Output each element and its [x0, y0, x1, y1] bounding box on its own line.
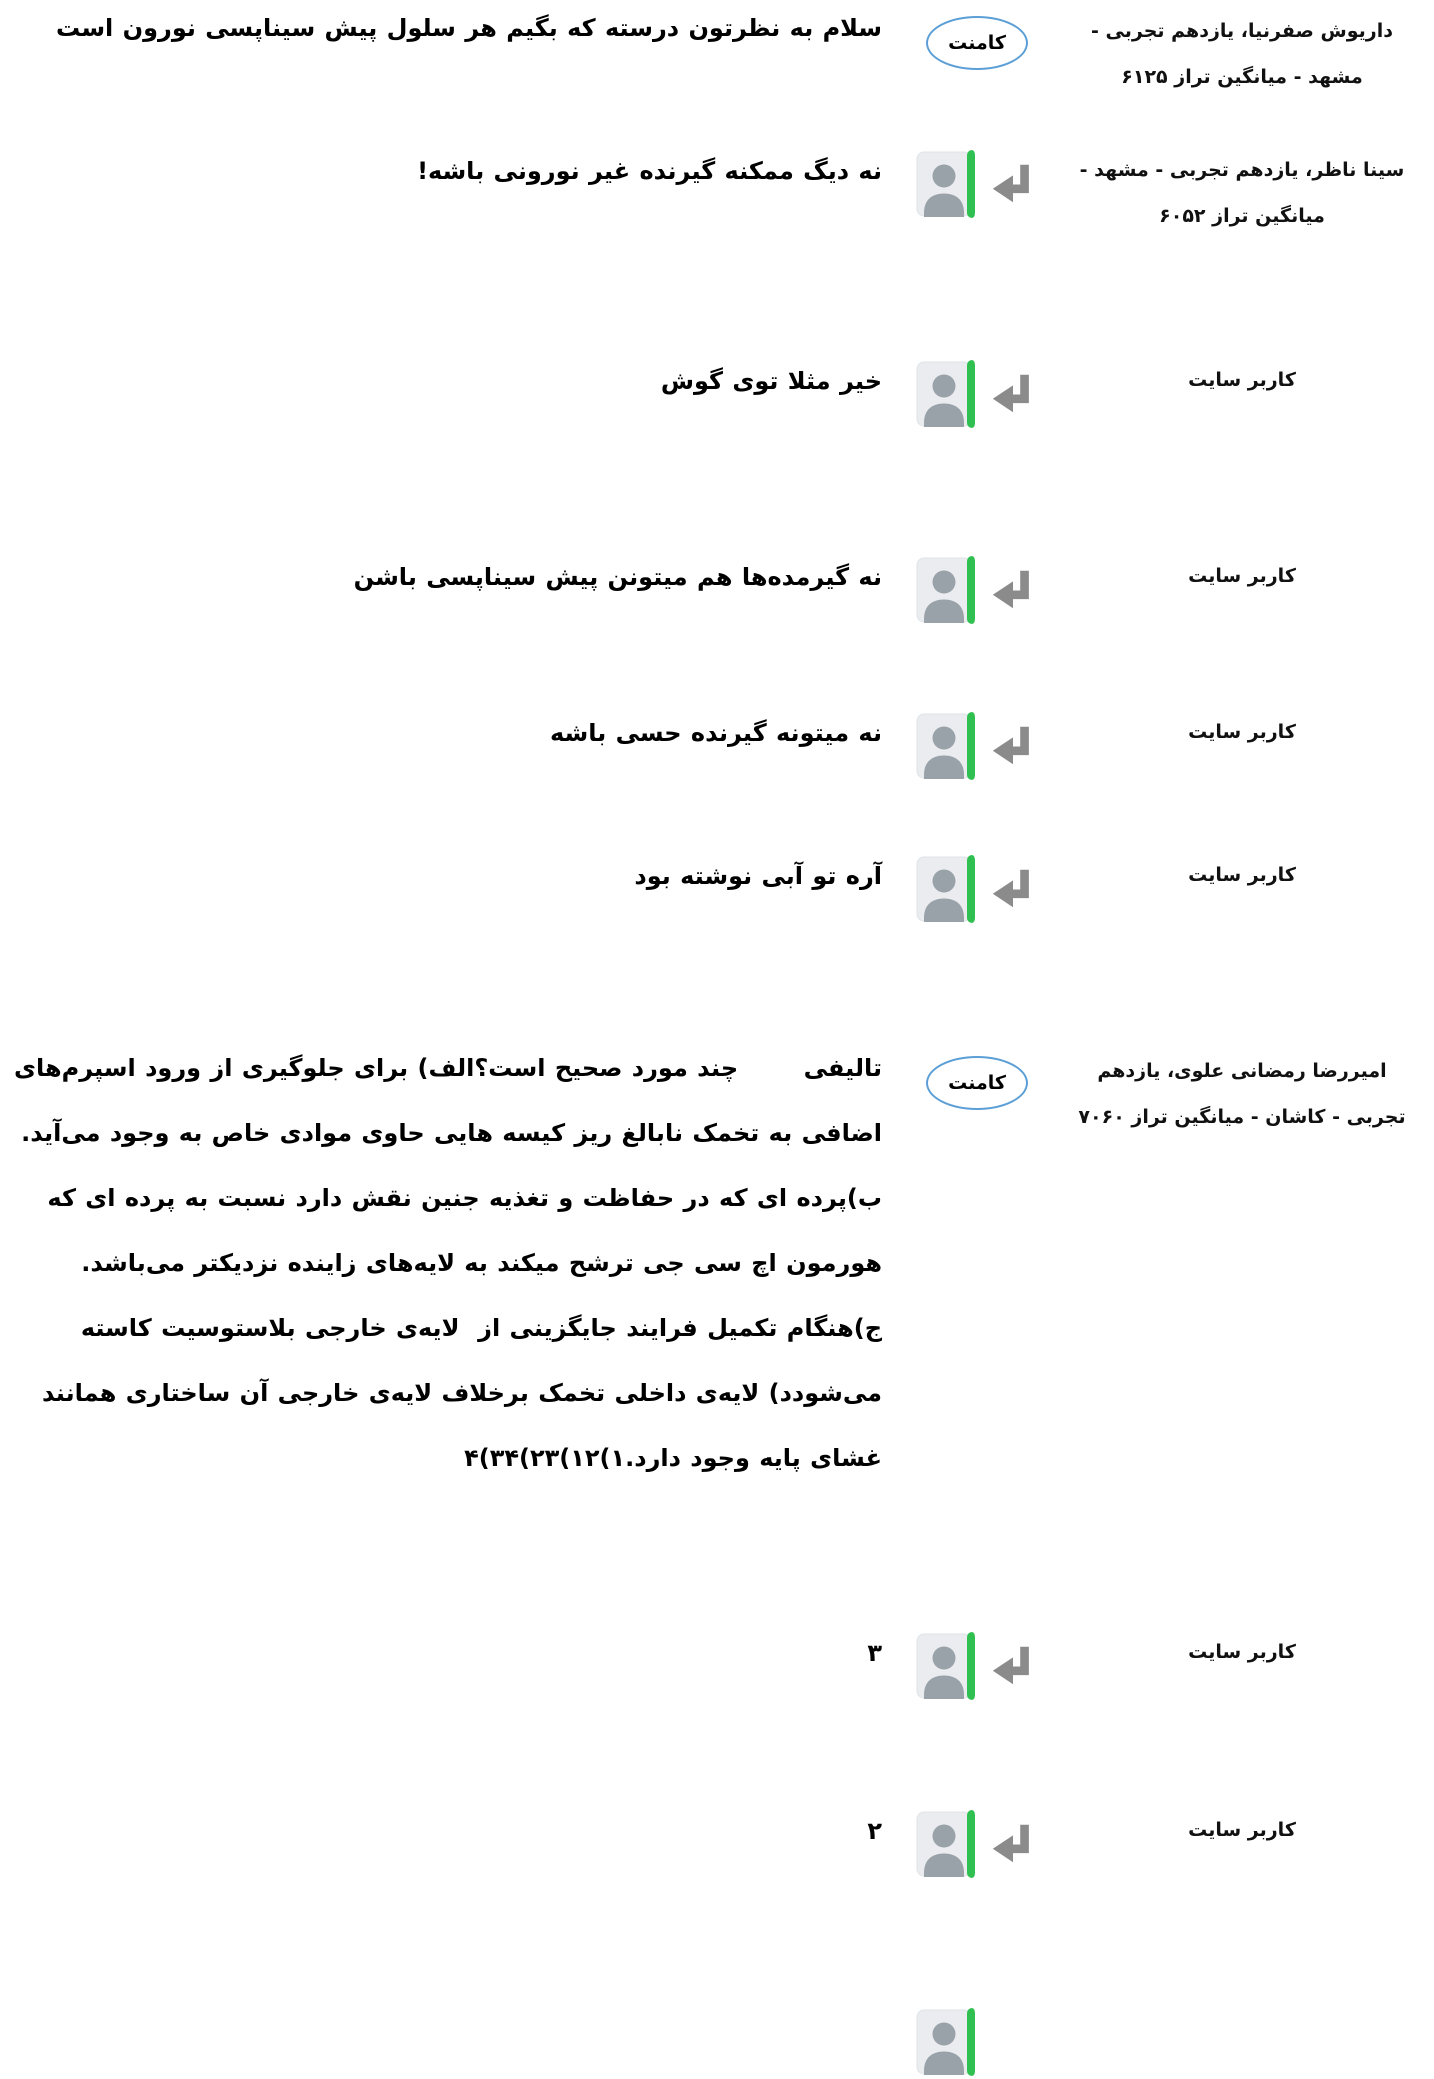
row-icons	[892, 553, 1062, 623]
author-name: داریوش صفرنیا، یازدهم تجربی - مشهد - میانگین تراز ۶۱۲۵	[1091, 20, 1393, 88]
row-icons	[892, 2005, 1062, 2075]
reply-arrow-icon[interactable]	[988, 161, 1038, 211]
thread-row-reply	[0, 1629, 1422, 1699]
presence-bar	[967, 855, 977, 923]
presence-bar	[967, 2008, 977, 2076]
user-avatar-icon	[916, 557, 972, 623]
author-name: کاربر سایت	[1188, 565, 1296, 587]
row-icons	[892, 709, 1062, 779]
user-avatar-icon	[916, 151, 972, 217]
thread-row-reply	[0, 147, 1422, 239]
thread-row-reply	[0, 709, 1422, 779]
reply-arrow-icon[interactable]	[988, 371, 1038, 421]
comment-text: ۲	[867, 1817, 882, 1845]
comment-text: خیر مثلا توی گوش	[660, 367, 882, 395]
comment-text: تالیفی چند مورد صحیح است؟الف) برای جلوگیری از ورود اسپرم‌های اضافی به تخمک نابالغ ریز کیسه هایی حاوی موادی خاص به وجود می‌آید. ب)پرده ای که در حفاظت و تغذیه جنین نقش دارد نسبت به پرده ای که هورمون اچ سی جی ترشح میکند به لایه‌های زاینده نزدیکتر می‌باشد. ج)هنگام تکمیل فرایند جایگزینی از لایه‌ی خارجی بلاستوسیت کاسته می‌شودد) لایه‌ی داخلی تخمک برخلاف لایه‌ی خارجی آن ساختاری همانند غشای پایه وجود دارد.۱)۱۲)۲۳)۳۴)۴	[4, 1054, 882, 1472]
row-icons	[892, 1048, 1062, 1110]
presence-bar	[967, 1632, 977, 1700]
user-avatar-icon	[916, 361, 972, 427]
presence-bar	[967, 1810, 977, 1878]
row-icons	[892, 357, 1062, 427]
reply-arrow-icon[interactable]	[988, 723, 1038, 773]
presence-bar	[967, 556, 977, 624]
author-name: کاربر سایت	[1188, 1641, 1296, 1663]
comment-text: نه میتونه گیرنده حسی باشه	[550, 719, 882, 747]
author-name: کاربر سایت	[1188, 864, 1296, 886]
row-icons	[892, 1807, 1062, 1877]
thread-row-comment	[0, 8, 1422, 100]
comment-text: نه دیگ ممکنه گیرنده غیر نورونی باشه!	[417, 157, 882, 185]
author-name: کاربر سایت	[1188, 369, 1296, 391]
user-avatar-icon	[916, 713, 972, 779]
thread-row-reply	[0, 852, 1422, 922]
presence-bar	[967, 712, 977, 780]
reply-arrow-icon[interactable]	[988, 866, 1038, 916]
comment-text	[0, 2005, 892, 2007]
comment-badge: کامنت	[926, 1056, 1028, 1110]
comment-text: سلام به نظرتون درسته که بگیم هر سلول پیش سیناپسی نورون است	[56, 14, 882, 42]
thread-row-reply	[0, 553, 1422, 623]
author-name: کاربر سایت	[1188, 721, 1296, 743]
comment-text: آره تو آبی نوشته بود	[634, 862, 882, 890]
author-name: کاربر سایت	[1188, 1819, 1296, 1841]
comment-text: نه گیرمده‌ها هم میتونن پیش سیناپسی باشن	[353, 563, 882, 591]
author-name: امیررضا رمضانی علوی، یازدهم تجربی - کاشان - میانگین تراز ۷۰۶۰	[1078, 1060, 1406, 1128]
reply-arrow-icon[interactable]	[988, 1643, 1038, 1693]
thread-row-comment	[0, 1048, 1422, 1491]
comment-badge: کامنت	[926, 16, 1028, 70]
row-icons	[892, 8, 1062, 70]
row-icons	[892, 147, 1062, 217]
thread-row-partial-avatar	[0, 2005, 1422, 2075]
user-avatar-icon	[916, 856, 972, 922]
presence-bar	[967, 360, 977, 428]
reply-arrow-icon[interactable]	[988, 1821, 1038, 1871]
reply-arrow-icon[interactable]	[988, 567, 1038, 617]
user-avatar-icon	[916, 1811, 972, 1877]
thread-row-reply	[0, 357, 1422, 427]
presence-bar	[967, 150, 977, 218]
row-icons	[892, 852, 1062, 922]
user-avatar-icon	[916, 1633, 972, 1699]
row-icons	[892, 1629, 1062, 1699]
thread-row-reply	[0, 1807, 1422, 1877]
comment-text: ۳	[867, 1639, 882, 1667]
user-avatar-icon	[916, 2009, 972, 2075]
author-name: سینا ناظر، یازدهم تجربی - مشهد - میانگین تراز ۶۰۵۲	[1079, 159, 1405, 227]
